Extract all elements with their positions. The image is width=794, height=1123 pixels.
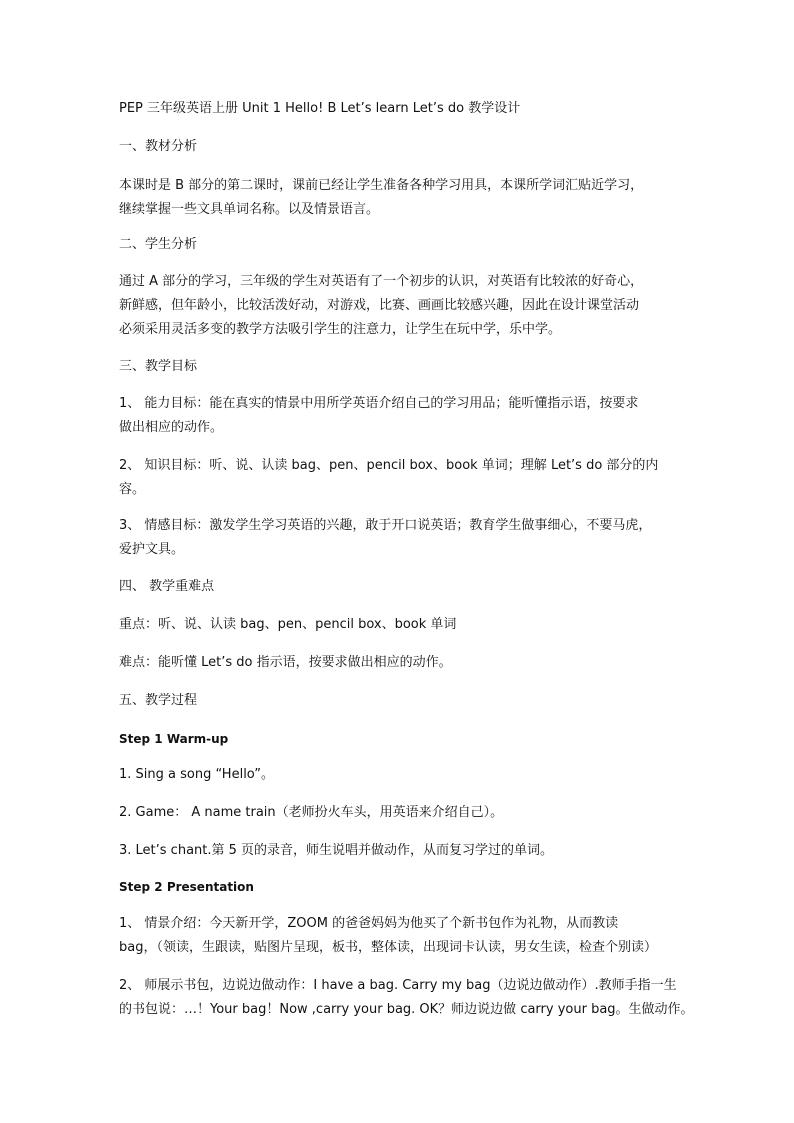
step2-item-demo <box>119 974 694 1022</box>
text-line: 爱护文具。 <box>119 542 185 557</box>
step1-item-game: 2. Game： A name train（老师扮火车头，用英语来介绍自己）。 <box>119 805 504 820</box>
step1-item-song: 1. Sing a song “Hello”。 <box>119 767 275 782</box>
text-line: bag，（领读，生跟读，贴图片呈现，板书，整体读，出现词卡认读，男女生读，检查个别读） <box>119 940 657 955</box>
step2-heading: Step 2 Presentation <box>119 880 254 894</box>
step1-item-chant: 3. Let’s chant.第 5 页的录音，师生说唱并做动作，从而复习学过的单词。 <box>119 843 554 858</box>
text-line: 1、 能力目标：能在真实的情景中用所学英语介绍自己的学习用品；能听懂指示语，按要求 <box>119 396 639 411</box>
text-line: 容。 <box>119 482 146 497</box>
difficult-point: 难点：能听懂 Let’s do 指示语，按要求做出相应的动作。 <box>119 655 452 670</box>
text-line: 2、 知识目标：听、说、认读 bag、pen、pencil box、book 单词；理解 Let’s do 部分的内 <box>119 458 659 473</box>
goal-knowledge <box>119 454 658 502</box>
goal-ability <box>119 392 638 440</box>
text-line: 1、 情景介绍：今天新开学，ZOOM 的爸爸妈妈为他买了个新书包作为礼物，从而教读 <box>119 916 619 931</box>
text-line: 通过 A 部分的学习，三年级的学生对英语有了一个初步的认识，对英语有比较浓的好奇心， <box>119 274 644 289</box>
text-line: 2、 师展示书包，边说边做动作：I have a bag. Carry my bag（边说边做动作）.教师手指一生 <box>119 978 677 993</box>
document-title: PEP 三年级英语上册 Unit 1 Hello! B Let’s learn Let’s do 教学设计 <box>119 101 521 116</box>
section-heading-process: 五、教学过程 <box>119 693 198 708</box>
section-heading-materials: 一、教材分析 <box>119 139 198 154</box>
goal-emotion <box>119 514 651 562</box>
paragraph-students <box>119 270 643 342</box>
section-heading-students: 二、学生分析 <box>119 237 198 252</box>
text-line: 必须采用灵活多变的教学方法吸引学生的注意力，让学生在玩中学，乐中学。 <box>119 322 562 337</box>
text-line: 本课时是 B 部分的第二课时，课前已经让学生准备各种学习用具，本课所学词汇贴近学习， <box>119 178 644 193</box>
paragraph-materials <box>119 174 643 222</box>
key-point: 重点：听、说、认读 bag、pen、pencil box、book 单词 <box>119 617 457 632</box>
text-line: 的书包说：…！Your bag！Now ,carry your bag. OK？师边说边做 carry your bag。生做动作。 <box>119 1002 694 1017</box>
step2-item-intro <box>119 912 657 960</box>
section-heading-goals: 三、教学目标 <box>119 359 198 374</box>
text-line: 继续掌握一些文具单词名称。以及情景语言。 <box>119 202 380 217</box>
step1-heading: Step 1 Warm-up <box>119 732 229 746</box>
section-heading-key-points: 四、 教学重难点 <box>119 579 215 594</box>
text-line: 3、 情感目标：激发学生学习英语的兴趣，敢于开口说英语；教育学生做事细心，不要马虎， <box>119 518 652 533</box>
text-line: 新鲜感，但年龄小，比较活泼好动，对游戏，比赛、画画比较感兴趣，因此在设计课堂活动 <box>119 298 640 313</box>
text-line: 做出相应的动作。 <box>119 420 224 435</box>
